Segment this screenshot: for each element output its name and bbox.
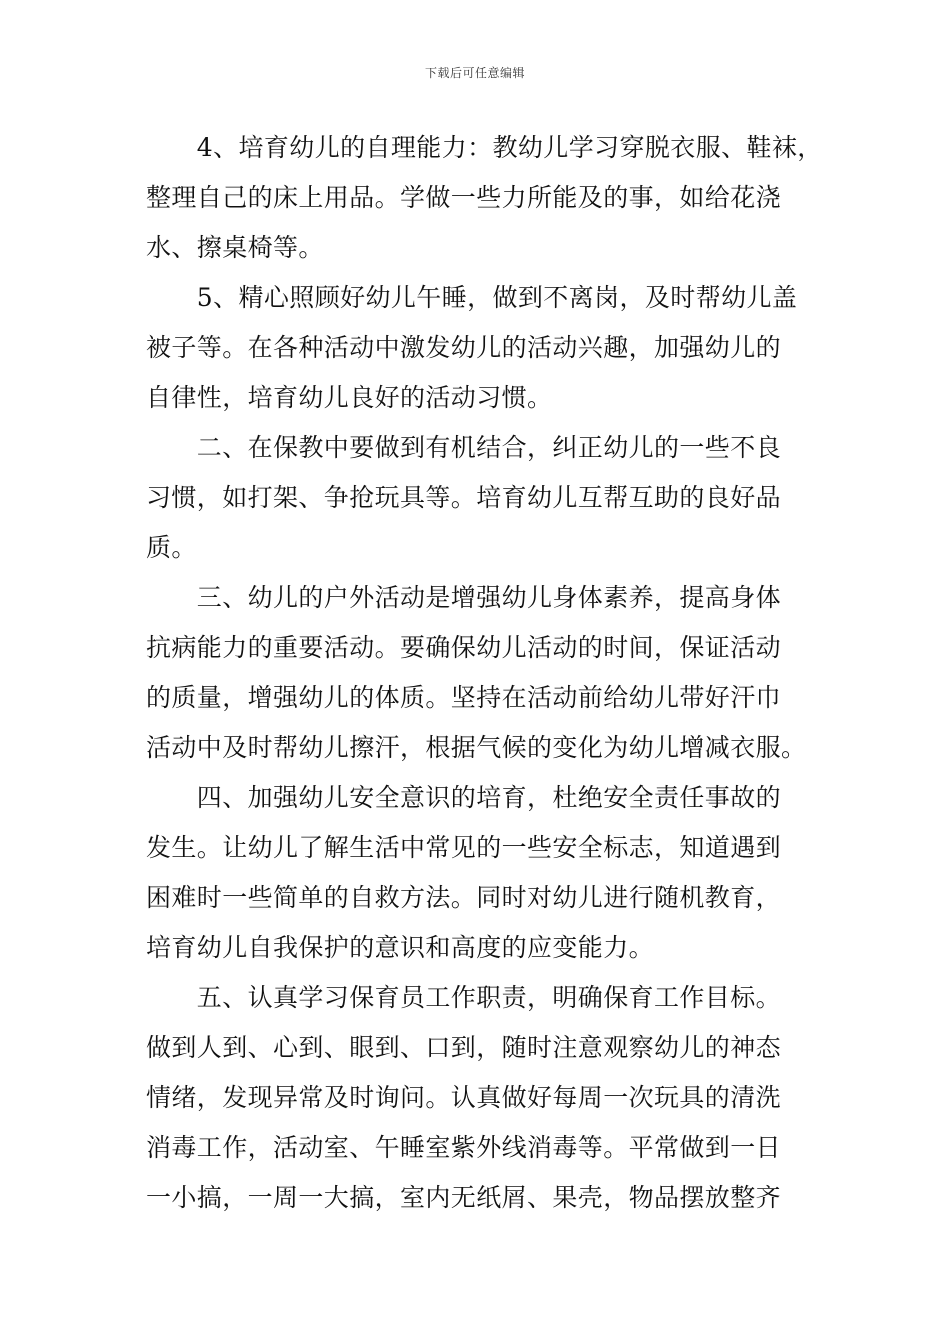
text-line: 质。 [146, 533, 197, 562]
header-note: 下载后可任意编辑 [424, 66, 525, 80]
text-line: 自律性，培育幼儿良好的活动习惯。 [146, 383, 553, 412]
text-line: 情绪，发现异常及时询问。认真做好每周一次玩具的清洗 [146, 1083, 782, 1112]
text-line: 活动中及时帮幼儿擦汗，根据气候的变化为幼儿增减衣服。 [146, 733, 807, 762]
text-line: 水、擦桌椅等。 [146, 233, 324, 262]
text-line: 习惯，如打架、争抢玩具等。培育幼儿互帮互助的良好品 [146, 483, 782, 512]
text-line: 二、在保教中要做到有机结合，纠正幼儿的一些不良 [146, 433, 782, 462]
text-line: 困难时一些简单的自救方法。同时对幼儿进行随机教育， [146, 883, 782, 912]
text-line: 被子等。在各种活动中激发幼儿的活动兴趣，加强幼儿的 [146, 333, 782, 362]
text-line: 的质量，增强幼儿的体质。坚持在活动前给幼儿带好汗巾 [146, 683, 782, 712]
text-line: 四、加强幼儿安全意识的培育，杜绝安全责任事故的 [146, 783, 782, 812]
text-line: 发生。让幼儿了解生活中常见的一些安全标志，知道遇到 [146, 833, 782, 862]
text-line: 4、培育幼儿的自理能力：教幼儿学习穿脱衣服、鞋袜， [146, 133, 823, 162]
text-line: 三、幼儿的户外活动是增强幼儿身体素养，提高身体 [146, 583, 782, 612]
body-text [146, 123, 823, 1223]
text-line: 5、精心照顾好幼儿午睡，做到不离岗，及时帮幼儿盖 [146, 283, 798, 312]
text-line: 培育幼儿自我保护的意识和高度的应变能力。 [146, 933, 655, 962]
text-line: 五、认真学习保育员工作职责，明确保育工作目标。 [146, 983, 782, 1012]
text-line: 消毒工作，活动室、午睡室紫外线消毒等。平常做到一日 [146, 1133, 782, 1162]
text-line: 一小搞，一周一大搞，室内无纸屑、果壳，物品摆放整齐 [146, 1183, 782, 1212]
text-line: 做到人到、心到、眼到、口到，随时注意观察幼儿的神态 [146, 1033, 782, 1062]
text-line: 整理自己的床上用品。学做一些力所能及的事，如给花浇 [146, 183, 782, 212]
text-line: 抗病能力的重要活动。要确保幼儿活动的时间，保证活动 [146, 633, 782, 662]
